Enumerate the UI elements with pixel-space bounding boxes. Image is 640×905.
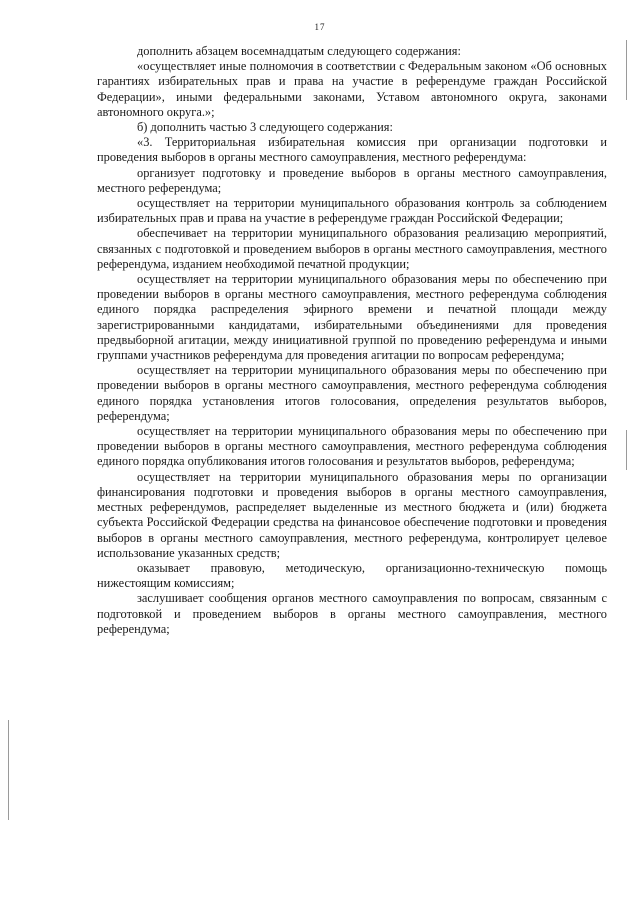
paragraph: б) дополнить частью 3 следующего содержания: xyxy=(137,120,393,135)
paragraph: «осуществляет иные полномочия в соответствии с Федеральным законом «Об основных гарантиях избирательных прав и права на участие в референдуме граждан Российской Федерации», иными федеральными законами, Уставом автономного округа, законами автономного округа.»; xyxy=(97,59,607,119)
paragraph: осуществляет на территории муниципального образования меры по обеспечению при проведении выборов в органы местного самоуправления, местного референдума соблюдения единого порядка распределения эфирного времени и печатной площади между зарегистрированными кандидатами, избирательными объединениями для проведения предвыборной агитации, между инициативной группой по проведению референдума и иными группами участников референдума для проведения агитации по вопросам референдума; xyxy=(97,272,607,363)
page-number: 17 xyxy=(314,22,326,32)
scan-edge-mark-mid xyxy=(626,430,627,470)
paragraph: обеспечивает на территории муниципального образования реализацию мероприятий, связанных с подготовкой и проведением выборов в органы местного самоуправления, местного референдума, изданием необходимой печатной продукции; xyxy=(97,226,607,271)
paragraph: организует подготовку и проведение выборов в органы местного самоуправления, местного референдума; xyxy=(97,165,607,195)
paragraph: оказывает правовую, методическую, организационно-техническую помощь нижестоящим комиссиям; xyxy=(97,560,607,591)
paragraph: дополнить абзацем восемнадцатым следующего содержания: xyxy=(137,44,461,58)
paragraph: осуществляет на территории муниципального образования меры по организации финансирования подготовки и проведения выборов в органы местного самоуправления, местных референдумов, распределяет выделенные из местного бюджета и (или) бюджета субъекта Российской Федерации средства на финансовое обеспечение подготовки и проведения выборов в органы местного самоуправления, местного референдума, контролирует целевое использование указанных средств; xyxy=(97,469,607,560)
scan-edge-mark-left xyxy=(8,720,9,820)
scan-edge-mark-top xyxy=(626,40,627,100)
paragraph: осуществляет на территории муниципального образования меры по обеспечению при проведении выборов в органы местного самоуправления, местного референдума соблюдения единого порядка установления итогов голосования, определения результатов выборов, референдума; xyxy=(97,363,607,423)
paragraph: осуществляет на территории муниципального образования меры по обеспечению при проведении выборов в органы местного самоуправления, местного референдума соблюдения единого порядка опубликования итогов голосования и результатов выборов, референдума; xyxy=(97,424,607,469)
paragraph: осуществляет на территории муниципального образования контроль за соблюдением избирательных прав и права на участие в референдуме граждан Российской Федерации; xyxy=(97,196,607,226)
paragraph: заслушивает сообщения органов местного самоуправления по вопросам, связанным с подготовкой и проведением выборов в органы местного самоуправления, местного референдума; xyxy=(97,591,607,636)
paragraph: «3. Территориальная избирательная комиссия при организации подготовки и проведения выборов в органы местного самоуправления, местного референдума: xyxy=(97,135,607,165)
document-body xyxy=(97,44,607,637)
